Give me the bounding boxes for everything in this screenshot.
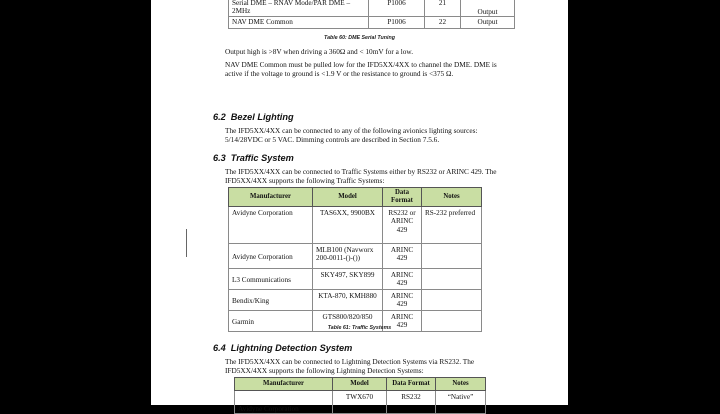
table-header-row <box>235 378 486 391</box>
format-cell: ARINC 429 <box>383 311 422 332</box>
traffic-systems-table <box>228 187 482 332</box>
model-cell: MLB100 (Navworx 200-0011-()-()) <box>313 244 383 269</box>
section-heading <box>213 112 294 122</box>
section-title: Bezel Lighting <box>230 112 294 122</box>
model-cell: SKY497, SKY899 <box>313 269 383 290</box>
manufacturer-cell: Garmin <box>229 311 313 332</box>
section-title: Lightning Detection System <box>230 343 353 353</box>
format-cell: ARINC 429 <box>383 269 422 290</box>
document-page <box>151 0 568 413</box>
signal-cell: NAV DME Common <box>229 17 369 29</box>
section-heading <box>213 153 294 163</box>
header-notes: Notes <box>436 378 486 391</box>
manufacturer-cell: Avidyne Corporation <box>229 244 313 269</box>
pin-cell: 22 <box>425 17 461 29</box>
connector-cell: P1006 <box>369 0 425 17</box>
header-notes: Notes <box>422 188 482 207</box>
header-data-format: Data Format <box>383 188 422 207</box>
model-cell: TWX670 <box>333 391 387 414</box>
header-data-format: Data Format <box>387 378 436 391</box>
notes-cell <box>422 290 482 311</box>
table-row <box>229 290 482 311</box>
header-manufacturer: Manufacturer <box>235 378 333 391</box>
pin-cell: 21 <box>425 0 461 17</box>
notes-cell <box>422 244 482 269</box>
header-model: Model <box>333 378 387 391</box>
table-row <box>235 391 486 414</box>
signal-cell: Serial DME – RNAV Mode/PAR DME – 2MHz <box>229 0 369 17</box>
paragraph: The IFD5XX/4XX can be connected to Traffic Systems either by RS232 or ARINC 429. The IFD5XX/4XX supports the following Traffic Systems: <box>225 167 497 186</box>
paragraph: The IFD5XX/4XX can be connected to Lightning Detection Systems via RS232. The IFD5XX/4XX supports the following Lightning Detection Systems: <box>225 357 475 376</box>
table-row <box>229 17 515 29</box>
io-cell: Output <box>461 17 515 29</box>
format-cell: ARINC 429 <box>383 290 422 311</box>
header-manufacturer: Manufacturer <box>229 188 313 207</box>
table-header-row <box>229 188 482 207</box>
lightning-detection-table <box>234 377 486 414</box>
io-cell: Output <box>461 0 515 17</box>
manufacturer-cell: L3 Communications <box>229 269 313 290</box>
section-title: Traffic System <box>230 153 294 163</box>
table-caption: Table 61: Traffic Systems <box>327 325 392 331</box>
section-number: 6.2 <box>213 112 226 122</box>
change-bar <box>186 229 187 257</box>
model-cell: GTS800/820/850 <box>313 311 383 332</box>
notes-cell: “Native” <box>436 391 486 414</box>
section-number: 6.3 <box>213 153 226 163</box>
dme-serial-tuning-table <box>228 0 515 29</box>
paragraph: Output high is >8V when driving a 360Ω and < 10mV for a low. <box>225 47 414 56</box>
section-heading <box>213 343 352 353</box>
table-row <box>229 244 482 269</box>
section-number: 6.4 <box>213 343 226 353</box>
format-cell: RS232 or ARINC 429 <box>383 207 422 244</box>
model-cell: KTA-870, KMH880 <box>313 290 383 311</box>
manufacturer-cell: Avidyne Corporation <box>235 391 333 414</box>
header-model: Model <box>313 188 383 207</box>
table-caption: Table 60: DME Serial Tuning <box>324 35 395 41</box>
notes-cell: RS-232 preferred <box>422 207 482 244</box>
format-cell: RS232 <box>387 391 436 414</box>
notes-cell <box>422 269 482 290</box>
paragraph: The IFD5XX/4XX can be connected to any of the following avionics lighting sources: 5/14/28VDC or 5 VAC. Dimming controls are described in Section 7.5.6. <box>225 126 478 145</box>
table-row <box>229 0 515 17</box>
table-row <box>229 269 482 290</box>
connector-cell: P1006 <box>369 17 425 29</box>
table-row <box>229 207 482 244</box>
format-cell: ARINC 429 <box>383 244 422 269</box>
manufacturer-cell: Bendix/King <box>229 290 313 311</box>
paragraph: NAV DME Common must be pulled low for the IFD5XX/4XX to channel the DME. DME is active if the voltage to ground is <1.9 V or the resistance to ground is <375 Ω. <box>225 60 497 79</box>
manufacturer-cell: Avidyne Corporation <box>229 207 313 244</box>
model-cell: TAS6XX, 9900BX <box>313 207 383 244</box>
